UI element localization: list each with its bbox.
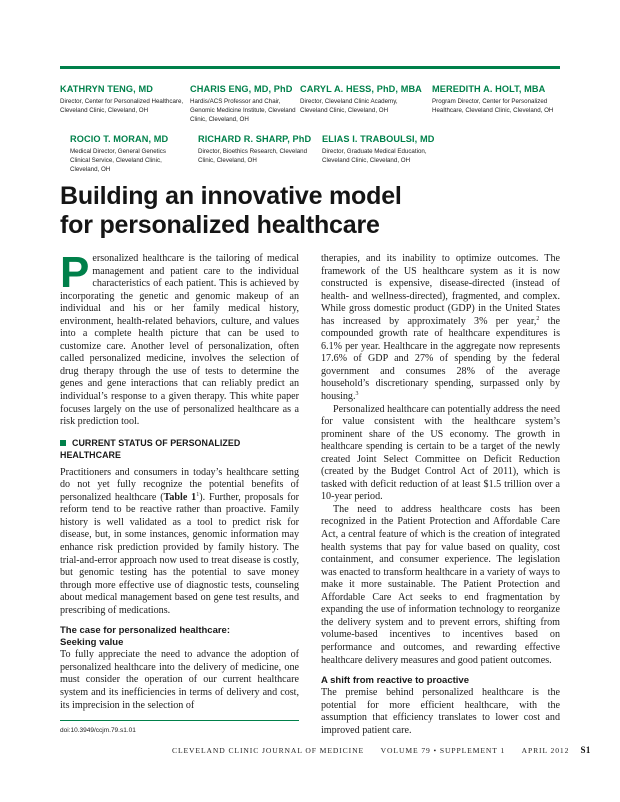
paragraph-text: ). Further, proposals for reform tend to be reactive rather than proactive. Family history is well validated as a tool to predict risk for disease, but, in some instances, genomic information may enhance risk prediction provided by family history. The trial-and-error approach now used to treat disease is costly, but genomic testing has the potential to save money through more effective use of diagnostic tests, counseling about medical management based on gene test results, and prescribing of medications. [60,491,299,616]
citation-ref[interactable]: 1 [196,491,200,498]
intro-paragraph [60,248,299,429]
issue-date: APRIL 2012 [521,746,570,755]
body-paragraph: The need to address healthcare costs has been recognized in the Patient Protection and Affordable Care Act, a central feature of which is the creation of integrated health systems that pay for value based on quality, cost containment, and consumer experience. The legislation was enacted to transform healthcare in a variety of ways to make it more sustainable. The Patient Protection and Affordable Care Act seeks to end fragmentation by expanding the use of information technology to reorganize the delivery system and to prevent errors, shifting from volume-based incentives to incentives based on performance and outcomes, and rewarding effective healthcare delivery measures and good patient outcomes. [321,503,560,666]
journal-name: CLEVELAND CLINIC JOURNAL OF MEDICINE [172,746,364,755]
section-heading [60,437,299,462]
body-column-right [321,253,560,737]
author-block [432,84,560,115]
author-block [70,134,182,175]
author-name: MEREDITH A. HOLT, MBA [432,84,546,94]
author-affiliation: Director, Center for Personalized Healthcare, Cleveland Clinic, Cleveland, OH [60,98,184,115]
table-reference-link[interactable]: Table 1 [163,491,197,503]
author-affiliation: Director, Graduate Medical Education, Cleveland Clinic, Cleveland, OH [322,148,427,165]
subsection-heading-line: The case for personalized healthcare: [60,625,231,637]
title-line: Building an innovative model [60,182,402,210]
author-block [198,134,312,165]
citation-ref[interactable]: 3 [355,391,359,398]
page-number: S1 [580,745,591,755]
citation-ref[interactable]: 2 [536,315,540,322]
author-affiliation: Director, Bioethics Research, Cleveland Clinic, Cleveland, OH [198,148,308,165]
title-line: for personalized healthcare [60,211,380,239]
author-affiliation: Hardis/ACS Professor and Chair, Genomic Medicine Institute, Cleveland Clinic, Cleveland, OH [190,98,296,124]
paragraph-text: ersonalized healthcare is the tailoring of medical management and patient care to the individual characteristics of each patient. This is achieved by incorporating the genetic and genomic makeup of an individual and his or her family medical history, environment, health-related behaviors, culture, and values into a complete health picture that can be used to customize care. Another level of personalization, often called personalized medicine, involves the selection of drug therapy through the use of tests to determine the genes and gene interactions that can reliably predict an individual’s response to a given therapy. This white paper focuses largely on the use of personalized healthcare as a risk prediction tool. [60,253,299,428]
volume-info: VOLUME 79 • SUPPLEMENT 1 [380,746,506,755]
subsection-heading: A shift from reactive to proactive [321,675,469,687]
paragraph-text: Practitioners and consumers in today’s healthcare setting do not yet fully recognize the potential benefits of personalized healthcare ( [60,466,299,503]
body-paragraph: To fully appreciate the need to advance the adoption of personalized healthcare into the delivery of medicine, one must consider the operation of our current healthcare system and its inefficiencies in terms of delivery and cost, its imprecision in the selection of [60,649,299,711]
body-paragraph [321,253,560,404]
author-block [60,84,192,115]
section-heading-text: CURRENT STATUS OF PERSONALIZED HEALTHCARE [60,437,241,461]
article-title [60,182,402,240]
author-name: CARYL A. HESS, PhD, MBA [300,84,422,94]
subsection-heading-line: Seeking value [60,637,124,649]
drop-cap: P [60,248,90,297]
subsection-heading [60,625,299,649]
author-block [300,84,426,115]
body-paragraph: The premise behind personalized healthcare is the potential for more efficient healthcare, with the assumption that efficiency translates to lower cost and improved patient care. [321,687,560,736]
section-square-icon [60,440,66,446]
doi-text[interactable]: doi:10.3949/ccjm.79.s1.01 [60,727,136,734]
author-name: KATHRYN TENG, MD [60,84,153,94]
author-block [190,84,298,125]
footnote-rule [60,720,299,721]
body-paragraph [60,467,299,618]
author-name: ROCIO T. MORAN, MD [70,134,169,144]
paragraph-text: therapies, and its inability to optimize outcomes. The framework of the US healthcare system as it is now constructed is expensive, disease-directed (instead of health- and wellness-directed), fragmented, and complex. While gross domestic product (GDP) in the United States has increased by approximately 3% per year, [321,253,560,327]
body-paragraph: Personalized healthcare can potentially address the need for value consistent with the healthcare system’s prominent share of the US economy. The growth in healthcare spending is certain to be a target of the newly created Joint Select Committee on Deficit Reduction (created by the Budget Control Act of 2011), which is tasked with deficit reduction of at least $1.5 trillion over a 10-year period. [321,403,561,503]
body-column-left [60,248,299,712]
author-name: CHARIS ENG, MD, PhD [190,84,293,94]
top-rule [60,66,560,69]
author-block [322,134,440,165]
author-name: ELIAS I. TRABOULSI, MD [322,134,435,144]
author-name: RICHARD R. SHARP, PhD [198,134,312,144]
page-footer [172,745,591,755]
author-affiliation: Program Director, Center for Personalized Healthcare, Cleveland Clinic, Cleveland, OH [432,98,554,115]
author-affiliation: Director, Cleveland Clinic Academy, Cleveland Clinic, Cleveland, OH [300,98,398,115]
paragraph-text: the compounded growth rate of healthcare expenditures is 6.1% per year. Healthcare in the aggregate now represents 17.6% of GDP and 27% of spending by the federal government and consumes 28% of the average household’s discretionary spending, surpassed only by housing. [321,315,560,403]
author-affiliation: Medical Director, General Genetics Clinical Service, Cleveland Clinic, Cleveland, OH [70,148,166,174]
